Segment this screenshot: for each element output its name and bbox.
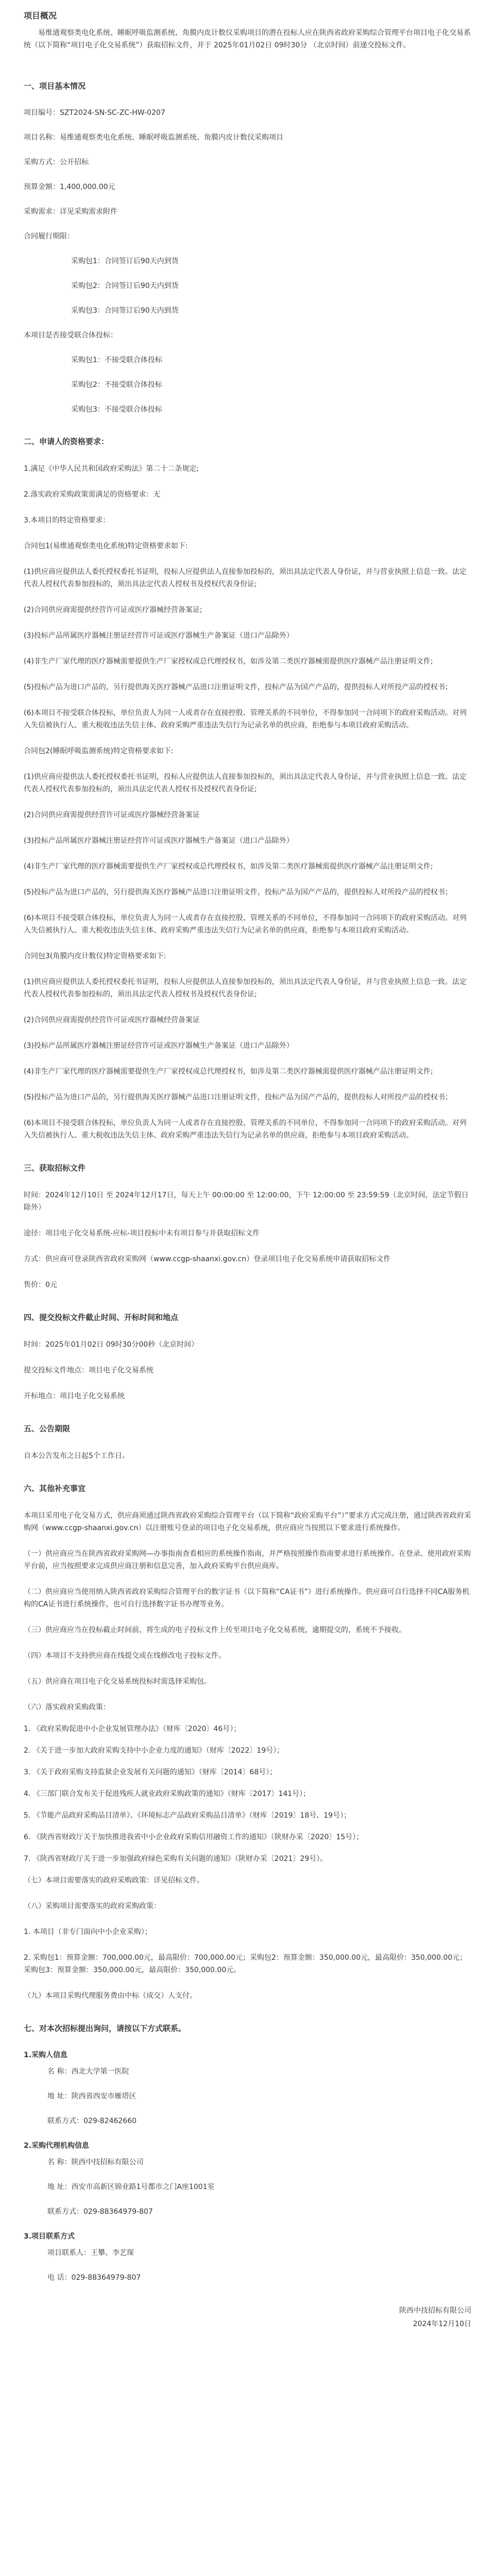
section-deadline-title: 四、提交投标文件截止时间、开标时间和地点 [24, 1313, 179, 1322]
qualification-item: (6)本项目不接受联合体投标，单位负责人为同一人或者存在直接控股、管理关系的不同单位，不得参加同一合同项下的政府采购活动。对列入失信被执行人、重大税收违法失信主体、政府采购严重违法失信行为记录名单的供应商，拒绝参与本项目政府采购活动。 [24, 709, 467, 730]
package-budget: 2. 采购包1：预算金额：700,000.00元，最高限价：700,000.00元；采购包2：预算金额：350,000.00元，最高限价：350,000.00元；采购包3：预算金额：350,000.00元，最高限价：350,000.00元。 [24, 1954, 467, 1974]
submission-location: 提交投标文件地点：项目电子化交易系统 [24, 1366, 153, 1375]
qualification-item: (1)供应商应提供法人委托授权委托书证明，投标人应提供法人直接参加投标的，须出具法定代表人身份证，并与营业执照上信息一致。法定代表人授权代表参加投标的，须出具法定代表人授权书及授权代表身份证; [24, 773, 467, 793]
agency-heading: 2.采购代理机构信息 [24, 2142, 90, 2150]
purchaser-name: 名 称：西北大学第一医院 [47, 2067, 129, 2076]
package1-requirements-heading: 合同包1(易维通观察类电化系统)特定资格要求如下: [24, 542, 188, 550]
qualification-item: (6)本项目不接受联合体投标，单位负责人为同一人或者存在直接控股、管理关系的不同单位，不得参加同一合同项下的政府采购活动。对列入失信被执行人、重大税收违法失信主体、政府采购严重违法失信行为记录名单的供应商，拒绝参与本项目政府采购活动。 [24, 1119, 467, 1140]
obtain-method: 方式：供应商可登录陕西省政府采购网（www.ccgp-shaanxi.gov.cn）登录项目电子化交易系统申请获取招标文件 [24, 1255, 391, 1263]
other-paragraph: （一）供应商应当在陕西省政府采购网—办事指南查看相应的系统操作指南，并严格按照操作指南要求进行系统操作。在登录、使用政府采购平台前，应当按照要求完成供应商注册和信息完善，加入政府采购平台供应商库。 [24, 1550, 471, 1570]
qualification-item: (2)合同供应商需提供经营许可证或医疗器械经营备案证 [24, 1016, 200, 1024]
section-basic-title: 一、项目基本情况 [24, 81, 86, 91]
purchaser-phone: 联系方式：029-82462660 [47, 2117, 137, 2125]
qualification-item: (1)供应商应提供法人委托授权委托书证明，投标人应提供法人直接参加投标的，须出具法定代表人身份证，并与营业执照上信息一致。法定代表人授权代表参加投标的，须出具法定代表人授权书及授权代表身份证; [24, 568, 467, 588]
section-contact-title: 七、对本次招标提出询问，请按以下方式联系。 [24, 2024, 186, 2033]
agency-name: 名 称：陕西中技招标有限公司 [47, 2158, 144, 2166]
footer-date: 2024年12月10日 [413, 2320, 471, 2328]
section-other-title: 六、其他补充事宜 [24, 1484, 86, 1493]
period-text: 自本公告发布之日起5个工作日。 [24, 1452, 129, 1460]
contract-period-pkg3: 采购包3：合同签订后90天内到货 [71, 307, 179, 315]
qualification-item: (2)合同供应商需提供经营许可证或医疗器械经营备案证 [24, 811, 200, 819]
qualification-item: (5)投标产品为进口产品的，另行提供海关医疗器械产品进口注册证明文件，投标产品为国产产品的，提供投标人对所投产品的授权书； [24, 683, 452, 691]
procurement-needs: 采购需求：详见采购需求附件 [24, 208, 117, 216]
qualification-item: (4)非生产厂家代理的医疗器械需要提供生产厂家授权或总代理授权书，如涉及第二类医疗器械需提供医疗器械产品注册证明文件; [24, 862, 433, 871]
qualification-item: (2)合同供应商需提供经营许可证或医疗器械经营备案证; [24, 606, 202, 614]
obtain-channel: 途径：项目电子化交易系统-应标-项目投标中未有项目参与并获取招标文件 [24, 1229, 260, 1238]
project-name: 项目名称：易维通观察类电化系统、睡眠呼吸监测系统、角膜内皮计数仪采购项目 [24, 133, 283, 142]
purchaser-address: 地 址：陕西省西安市雁塔区 [47, 2092, 136, 2100]
project-contact-heading: 3.项目联系方式 [24, 2232, 75, 2241]
policy-item: 7. 《陕西省财政厅关于进一步加强政府绿色采购有关问题的通知》（陕财办采〔2021〕29号）。 [24, 1855, 328, 1863]
other-paragraph: （五）供应商在项目电子化交易系统投标时需选择采购包。 [24, 1677, 211, 1686]
consortium-pkg1: 采购包1：不接受联合体投标 [71, 356, 162, 364]
package3-requirements-heading: 合同包3(角膜内皮计数仪)特定资格要求如下: [24, 952, 166, 960]
obtain-price: 售价：0元 [24, 1281, 57, 1289]
announcement-footer [24, 2304, 471, 2331]
qualification-item: (3)投标产品所属医疗器械注册证经营许可证或医疗器械生产备案证（进口产品除外） [24, 632, 294, 640]
policy-item: 1. 《政府采购促进中小企业发展管理办法》（财库〔2020〕46号）； [24, 1725, 241, 1733]
deadline-time: 时间：2025年01月02日 09时30分00秒（北京时间） [24, 1341, 199, 1349]
opening-location: 开标地点：项目电子化交易系统 [24, 1392, 125, 1400]
intro-paragraph: 易维通观察类电化系统、睡眠呼吸监测系统、角膜内皮计数仪采购项目的潜在投标人应在陕西省政府采购综合管理平台项目电子化交易系统（以下简称“项目电子化交易系统”）获取招标文件，并于 2025年01月02日 09时30分 （北京时间）前递交投标文件。 [24, 29, 471, 49]
contract-period-pkg1: 采购包1：合同签订后90天内到货 [71, 257, 179, 265]
contract-period-label: 合同履行期限： [24, 232, 74, 241]
agency-phone: 联系方式：029-88364979-807 [47, 2208, 153, 2216]
policy-item: 2. 《关于进一步加大政府采购支持中小企业力度的通知》（财库〔2022〕19号）； [24, 1747, 284, 1755]
qualification-item: (1)供应商应提供法人委托授权委托书证明，投标人应提供法人直接参加投标的，须出具法定代表人身份证，并与营业执照上信息一致。法定代表人授权代表参加投标的，须出具法定代表人授权书及授权代表身份证; [24, 978, 467, 998]
section-period-title: 五、公告期限 [24, 1424, 71, 1433]
other-paragraph: （九）本项目采购代理服务费由中标（成交）人支付。 [24, 1992, 197, 2000]
qualification-item: (5)投标产品为进口产品的，另行提供海关医疗器械产品进口注册证明文件，投标产品为国产产品的，提供投标人对所投产品的授权书； [24, 888, 452, 896]
page-title: 项目概况 [24, 11, 57, 21]
agency-address: 地 址：西安市高新区锦业路1号都市之门A座1001室 [47, 2183, 215, 2191]
contract-period-pkg2: 采购包2：合同签订后90天内到货 [71, 282, 179, 290]
other-paragraph: （八）采购项目需要落实的政府采购政策： [24, 1902, 161, 1910]
policy-item: 3. 《关于政府采购支持监狱企业发展有关问题的通知》（财库〔2014〕68号）； [24, 1768, 277, 1776]
other-paragraph: 1. 本项目（非专门面向中小企业采购）； [24, 1928, 152, 1936]
consortium-pkg3: 采购包3：不接受联合体投标 [71, 405, 162, 414]
qualification-item: 3.本项目的特定资格要求： [24, 516, 110, 524]
policy-item: 4. 《三部门联合发布关于促进残疾人就业政府采购政策的通知》（财库〔2017〕141号）； [24, 1790, 311, 1798]
qualification-item: 2.落实政府采购政策需满足的资格要求：无 [24, 490, 161, 499]
qualification-item: (4)非生产厂家代理的医疗器械需要提供生产厂家授权或总代理授权书，如涉及第二类医疗器械需提供医疗器械产品注册证明文件; [24, 1067, 433, 1076]
other-paragraph: （三）供应商应当在投标截止时间前，将生成的电子投标文件上传至项目电子化交易系统，逾期提交的，系统不予接收。 [24, 1626, 406, 1634]
footer-org: 陕西中技招标有限公司 [399, 2307, 471, 2315]
consortium-pkg2: 采购包2：不接受联合体投标 [71, 381, 162, 389]
qualification-item: (5)投标产品为进口产品的，另行提供海关医疗器械产品进口注册证明文件，投标产品为国产产品的，提供投标人对所投产品的授权书； [24, 1093, 452, 1101]
qualification-item: (3)投标产品所属医疗器械注册证经营许可证或医疗器械生产备案证（进口产品除外） [24, 1042, 294, 1050]
policy-heading: （六）落实政府采购政策： [24, 1703, 110, 1711]
qualification-item: (3)投标产品所属医疗器械注册证经营许可证或医疗器械生产备案证（进口产品除外） [24, 837, 294, 845]
qualification-item: (6)本项目不接受联合体投标，单位负责人为同一人或者存在直接控股、管理关系的不同单位，不得参加同一合同项下的政府采购活动。对列入失信被执行人、重大税收违法失信主体、政府采购严重违法失信行为记录名单的供应商，拒绝参与本项目政府采购活动。 [24, 914, 467, 935]
section-qualification-title: 二、申请人的资格要求： [24, 437, 109, 446]
project-number: 项目编号：SZT2024-SN-SC-ZC-HW-0207 [24, 109, 165, 117]
project-contact-person: 项目联系人：王攀、李艺琛 [47, 2249, 134, 2257]
qualification-item: 1.满足《中华人民共和国政府采购法》第二十二条规定; [24, 465, 199, 473]
project-contact-phone: 电 话：029-88364979-807 [47, 2274, 141, 2282]
other-paragraph: （七）本项目需要落实的政府采购政策：详见招标文件。 [24, 1876, 204, 1885]
package2-requirements-heading: 合同包2(睡眠呼吸监测系统)特定资格要求如下: [24, 747, 174, 755]
qualification-item: (4)非生产厂家代理的医疗器械需要提供生产厂家授权或总代理授权书，如涉及第二类医疗器械需提供医疗器械产品注册证明文件; [24, 657, 433, 666]
purchaser-heading: 1.采购人信息 [24, 2051, 68, 2059]
procurement-method: 采购方式：公开招标 [24, 158, 89, 166]
section-obtain-title: 三、获取招标文件 [24, 1163, 86, 1173]
other-paragraph: （二）供应商应当使用纳入陕西省政府采购综合管理平台的数字证书（以下简称“CA证书”）进行系统操作。供应商可自行选择不同CA服务机构的CA证书进行系统操作，也可自行选择数字证书办理等业务。 [24, 1588, 470, 1608]
budget-amount: 预算金额：1,400,000.00元 [24, 183, 115, 191]
consortium-label: 本项目是否接受联合体投标： [24, 331, 117, 340]
obtain-time: 时间：2024年12月10日 至 2024年12月17日，每天上午 00:00:00 至 12:00:00，下午 12:00:00 至 23:59:59（北京时间，法定节假日除外） [24, 1191, 469, 1212]
other-paragraph: （四）本项目不支持供应商在线提交或在线修改电子投标文件。 [24, 1652, 226, 1660]
policy-item: 5. 《节能产品政府采购品目清单》、《环境标志产品政府采购品目清单》（财库〔2019〕18号、19号）； [24, 1811, 351, 1820]
other-paragraph: 本项目采用电子化交易方式，供应商须通过陕西省政府采购综合管理平台（以下简称“政府采购平台”）”要求方式完成注册，通过陕西省政府采购网（www.ccgp-shaanxi.gov.cn）以注册账号登录的项目电子化交易系统，供应商应当按照以下要求进行系统操作。 [24, 1512, 471, 1532]
policy-item: 6. 《陕西省财政厅关于加快推进我省中小企业政府采购信用融资工作的通知》（陕财办采〔2020〕15号）； [24, 1833, 364, 1841]
